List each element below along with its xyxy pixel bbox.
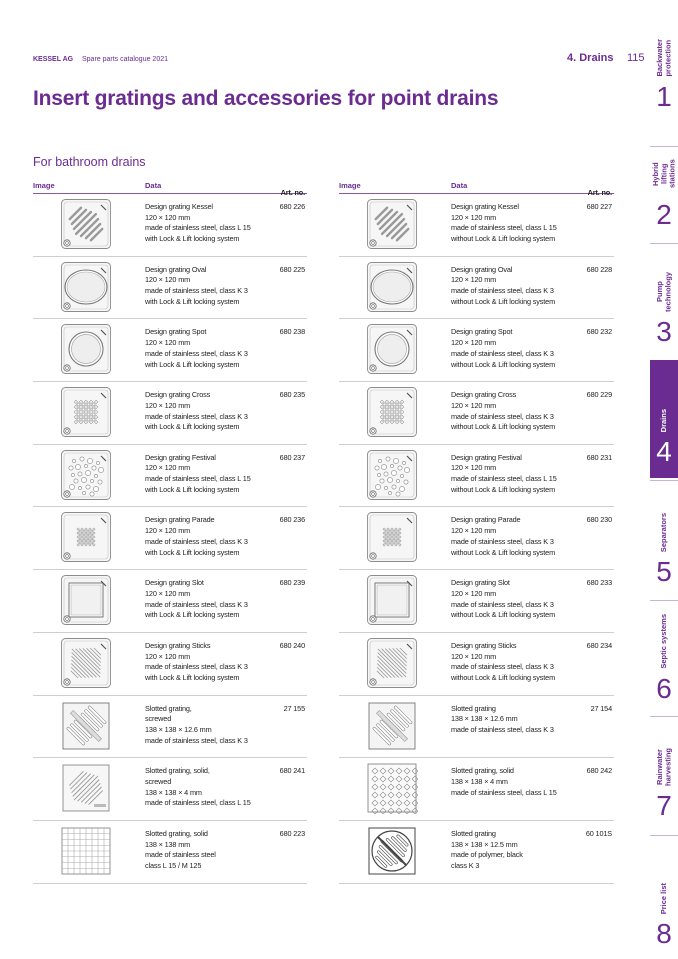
description-line: made of stainless steel, class L 15 (451, 223, 557, 233)
product-description (145, 390, 280, 433)
article-number: 680 228 (586, 264, 612, 274)
product-description (451, 453, 586, 496)
grating-kessel-image (60, 198, 112, 250)
article-number: 680 225 (279, 264, 305, 274)
description-line: Design grating Sticks (145, 640, 211, 650)
article-number: 680 234 (586, 640, 612, 650)
description-line: made of stainless steel, class K 3 (451, 536, 554, 546)
chapter-tab-label-text: Hybrid lifting stations (650, 159, 677, 189)
product-description (451, 641, 586, 684)
description-line: Design grating Parade (145, 515, 215, 525)
table-row (339, 633, 614, 696)
grating-sticks-image (366, 637, 418, 689)
grating-parade-image (60, 511, 112, 563)
product-description (145, 515, 280, 558)
product-description (145, 202, 280, 245)
description-line: 138 × 138 mm (145, 839, 191, 849)
description-line: 138 × 138 × 4 mm (451, 776, 508, 786)
description-line: made of stainless steel, class K 3 (145, 599, 248, 609)
description-line: Design grating Slot (145, 578, 204, 588)
description-line: 120 × 120 mm (451, 651, 497, 661)
description-line: 120 × 120 mm (451, 275, 497, 285)
description-line: Slotted grating, solid (145, 828, 208, 838)
chapter-tab-label-text: Drains (658, 408, 668, 432)
description-line: without Lock & Lift locking system (451, 359, 555, 369)
chapter-tab-label (650, 842, 678, 914)
description-line: made of stainless steel, class L 15 (145, 223, 251, 233)
description-line: made of stainless steel, class K 3 (145, 536, 248, 546)
chapter-tab-label (650, 723, 678, 786)
description-line: 120 × 120 mm (451, 338, 497, 348)
description-line: Design grating Sticks (451, 640, 517, 650)
description-line: screwed (145, 714, 172, 724)
table-header (339, 180, 614, 197)
table-row (33, 445, 307, 508)
description-line: Slotted grating (451, 828, 496, 838)
description-line: 120 × 120 mm (145, 338, 191, 348)
description-line: made of stainless steel, class L 15 (145, 474, 251, 484)
description-line: without Lock & Lift locking system (451, 484, 555, 494)
table-row (33, 194, 307, 257)
product-description (145, 578, 280, 621)
table-row (339, 570, 614, 633)
parts-table-left (33, 180, 307, 884)
article-number: 680 241 (279, 766, 305, 776)
description-line: 120 × 120 mm (451, 212, 497, 222)
description-line: 120 × 120 mm (145, 588, 191, 598)
description-line: 120 × 120 mm (451, 463, 497, 473)
chapter-tab-number: 8 (656, 918, 672, 949)
description-line: without Lock & Lift locking system (451, 296, 555, 306)
chapter-tab-label (650, 153, 678, 195)
table-row (339, 319, 614, 382)
article-number: 680 229 (586, 390, 612, 400)
description-line: 138 × 138 × 12.5 mm (451, 839, 518, 849)
page-title: Insert gratings and accessories for point drains (33, 87, 499, 110)
table-row (33, 570, 307, 633)
table-row (33, 382, 307, 445)
product-description (451, 578, 586, 621)
description-line: made of stainless steel, class K 3 (451, 348, 554, 358)
table-row (339, 696, 614, 759)
description-line: without Lock & Lift locking system (451, 422, 555, 432)
parts-table-right (339, 180, 614, 884)
grating-sticks-image (60, 637, 112, 689)
description-line: 120 × 120 mm (145, 212, 191, 222)
description-line: Design grating Cross (451, 390, 517, 400)
grating-polymer-image (366, 825, 418, 877)
description-line: with Lock & Lift locking system (145, 359, 240, 369)
description-line: 120 × 120 mm (145, 400, 191, 410)
description-line: Design grating Oval (145, 264, 207, 274)
chapter-tab-3[interactable] (650, 243, 678, 357)
description-line: 120 × 120 mm (451, 588, 497, 598)
description-line: with Lock & Lift locking system (145, 672, 240, 682)
product-description (451, 265, 586, 308)
page-number: 115 (627, 52, 645, 64)
description-line: screwed (145, 776, 172, 786)
chapter-tab-number: 3 (656, 316, 672, 347)
description-line: 120 × 120 mm (451, 526, 497, 536)
table-body (33, 194, 307, 884)
description-line: with Lock & Lift locking system (145, 296, 240, 306)
description-line: 138 × 138 × 12.6 mm (145, 724, 212, 734)
description-line: made of stainless steel, class L 15 (145, 798, 251, 808)
chapter-tab-number: 6 (656, 673, 672, 704)
article-number: 680 233 (586, 578, 612, 588)
description-line: 120 × 120 mm (451, 400, 497, 410)
chapter-tab-label-text: Separators (658, 512, 668, 552)
section-subtitle: For bathroom drains (33, 155, 146, 169)
grating-grid-image (60, 825, 112, 877)
table-header (33, 180, 307, 197)
table-row (339, 507, 614, 570)
chapter-tab-label-text: Price list (658, 882, 668, 914)
description-line: made of stainless steel, class K 3 (451, 411, 554, 421)
description-line: made of stainless steel, class K 3 (451, 286, 554, 296)
description-line: with Lock & Lift locking system (145, 610, 240, 620)
article-number: 60 101S (585, 828, 612, 838)
chapter-tab-number: 7 (656, 790, 672, 821)
description-line: made of stainless steel, class L 15 (451, 787, 557, 797)
description-line: with Lock & Lift locking system (145, 484, 240, 494)
table-row (33, 507, 307, 570)
grating-slot-image (366, 574, 418, 626)
description-line: made of stainless steel, class K 3 (145, 662, 248, 672)
article-number: 680 238 (279, 327, 305, 337)
grating-cross-image (366, 386, 418, 438)
description-line: 138 × 138 × 4 mm (145, 787, 202, 797)
table-row (339, 257, 614, 320)
description-line: with Lock & Lift locking system (145, 547, 240, 557)
article-number: 680 239 (279, 578, 305, 588)
grating-slot-image (60, 574, 112, 626)
table-row (339, 758, 614, 821)
description-line: made of polymer, black (451, 850, 523, 860)
chapter-tab-5[interactable] (650, 480, 678, 597)
grating-kessel-image (366, 198, 418, 250)
description-line: made of stainless steel, class K 3 (145, 348, 248, 358)
table-row (339, 382, 614, 445)
description-line: Design grating Parade (451, 515, 521, 525)
grating-oval-image (366, 261, 418, 313)
description-line: Design grating Oval (451, 264, 513, 274)
description-line: made of stainless steel, class K 3 (451, 662, 554, 672)
description-line: with Lock & Lift locking system (145, 422, 240, 432)
chapter-tab-label-text: Pump technology (654, 271, 672, 312)
article-number: 680 227 (586, 202, 612, 211)
table-row (33, 257, 307, 320)
grating-slotted-screwed-image (366, 700, 418, 752)
chapter-tab-2[interactable] (650, 146, 678, 240)
description-line: Slotted grating, (145, 703, 192, 713)
description-line: made of stainless steel, class K 3 (451, 599, 554, 609)
chapter-tab-6[interactable] (650, 600, 678, 714)
chapter-tab-label-text: Backwater protection (654, 39, 672, 77)
article-number: 680 237 (279, 452, 305, 462)
chapter-tab-1[interactable] (650, 30, 678, 123)
table-row (339, 445, 614, 508)
product-description (145, 704, 280, 747)
product-description (451, 704, 586, 736)
chapter-title: 4. Drains (567, 52, 614, 64)
grating-spot-image (366, 323, 418, 375)
product-description (451, 202, 586, 245)
description-line: made of stainless steel, class K 3 (145, 735, 248, 745)
description-line: without Lock & Lift locking system (451, 234, 555, 244)
description-line: Design grating Kessel (451, 202, 519, 211)
product-description (451, 515, 586, 558)
article-number: 680 230 (586, 515, 612, 525)
column-header-image: Image (33, 181, 55, 190)
grating-slotted-solid-image (60, 762, 112, 814)
description-line: Design grating Slot (451, 578, 510, 588)
table-row (33, 319, 307, 382)
column-header-art-no: Art. no. (280, 188, 305, 197)
column-header-image: Image (339, 181, 361, 190)
description-line: without Lock & Lift locking system (451, 547, 555, 557)
description-line: Design grating Spot (451, 327, 513, 337)
description-line: class L 15 / M 125 (145, 861, 202, 871)
chapter-tab-7[interactable] (650, 716, 678, 831)
description-line: made of stainless steel, class K 3 (451, 724, 554, 734)
chapter-tab-label-text: Rainwater harvesting (654, 748, 672, 786)
article-number: 680 223 (279, 828, 305, 838)
table-row (33, 821, 307, 884)
chapter-tab-label (650, 250, 678, 312)
article-number: 680 242 (586, 766, 612, 776)
chapter-tab-number: 2 (656, 199, 672, 230)
chapter-tab-number: 1 (656, 81, 672, 112)
product-description (451, 829, 586, 872)
chapter-tab-number: 4 (656, 436, 672, 467)
description-line: Design grating Spot (145, 327, 207, 337)
grating-spot-image (60, 323, 112, 375)
chapter-tab-label (650, 366, 678, 432)
description-line: Slotted grating (451, 703, 496, 713)
table-row (339, 821, 614, 884)
article-number: 27 155 (283, 703, 305, 713)
article-number: 680 235 (279, 390, 305, 400)
table-body (339, 194, 614, 884)
description-line: Design grating Festival (145, 452, 216, 462)
product-description (145, 453, 280, 496)
description-line: 120 × 120 mm (145, 275, 191, 285)
description-line: Design grating Festival (451, 452, 522, 462)
description-line: Design grating Kessel (145, 202, 213, 211)
chapter-tab-label (650, 36, 678, 77)
grating-oval-image (60, 261, 112, 313)
description-line: without Lock & Lift locking system (451, 610, 555, 620)
grating-festival-image (60, 449, 112, 501)
product-description (145, 265, 280, 308)
grating-cross-image (60, 386, 112, 438)
grating-slotted-pattern-image (366, 762, 418, 814)
product-description (451, 766, 586, 798)
description-line: 120 × 120 mm (145, 651, 191, 661)
table-row (33, 696, 307, 759)
article-number: 27 154 (590, 703, 612, 713)
grating-slotted-screwed-image (60, 700, 112, 752)
description-line: 120 × 120 mm (145, 463, 191, 473)
chapter-tab-4[interactable] (650, 360, 678, 478)
column-header-data: Data (451, 181, 468, 190)
grating-parade-image (366, 511, 418, 563)
description-line: 120 × 120 mm (145, 526, 191, 536)
article-number: 680 232 (586, 327, 612, 337)
product-description (145, 641, 280, 684)
description-line: with Lock & Lift locking system (145, 234, 240, 244)
description-line: Slotted grating, solid (451, 766, 514, 776)
chapter-tab-label (650, 607, 678, 669)
table-row (33, 758, 307, 821)
description-line: made of stainless steel, class L 15 (451, 474, 557, 484)
column-header-data: Data (145, 181, 162, 190)
description-line: without Lock & Lift locking system (451, 672, 555, 682)
product-description (451, 390, 586, 433)
description-line: made of stainless steel, class K 3 (145, 286, 248, 296)
product-description (145, 327, 280, 370)
table-row (33, 633, 307, 696)
grating-festival-image (366, 449, 418, 501)
article-number: 680 226 (279, 202, 305, 211)
description-line: 138 × 138 × 12.6 mm (451, 714, 518, 724)
description-line: made of stainless steel (145, 850, 216, 860)
description-line: Slotted grating, solid, (145, 766, 210, 776)
description-line: made of stainless steel, class K 3 (145, 411, 248, 421)
chapter-tab-label-text: Septic systems (658, 614, 668, 669)
chapter-tab-number: 5 (656, 556, 672, 587)
article-number: 680 236 (279, 515, 305, 525)
chapter-tab-label (650, 487, 678, 552)
catalogue-name: Spare parts catalogue 2021 (82, 56, 169, 63)
product-description (145, 766, 280, 809)
company-name: KESSEL AG (33, 56, 74, 63)
column-header-art-no: Art. no. (587, 188, 612, 197)
article-number: 680 240 (279, 640, 305, 650)
chapter-tab-8[interactable] (650, 835, 678, 959)
product-description (451, 327, 586, 370)
product-description (145, 829, 280, 872)
table-row (339, 194, 614, 257)
article-number: 680 231 (586, 452, 612, 462)
description-line: Design grating Cross (145, 390, 211, 400)
chapter-sidebar (650, 0, 678, 959)
description-line: class K 3 (451, 861, 480, 871)
